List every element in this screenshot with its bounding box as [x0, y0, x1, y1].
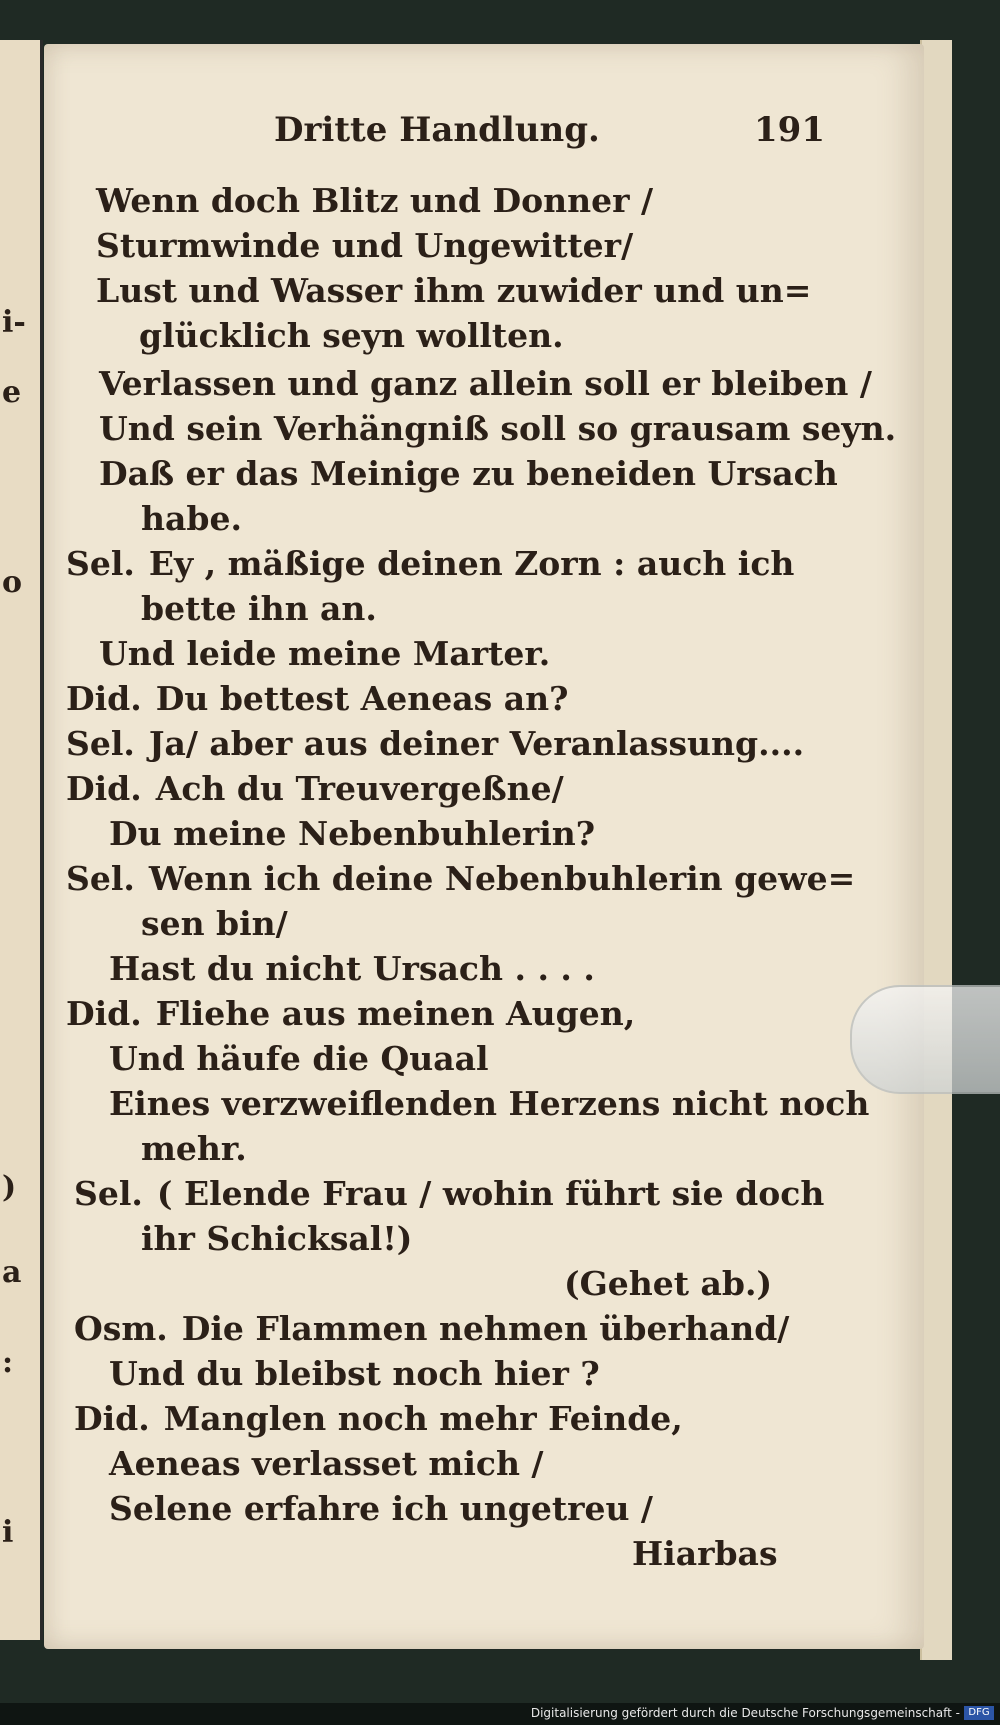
- page-clip: [850, 985, 1000, 1094]
- dialogue-line: [66, 859, 855, 899]
- line-text: Sturmwinde und Ungewitter/: [96, 226, 634, 265]
- line-text: Ey , mäßige deinen Zorn : auch ich: [148, 544, 795, 583]
- line-text: Wenn doch Blitz und Donner /: [96, 181, 654, 220]
- text-line: [141, 904, 288, 944]
- dialogue-line: [74, 1399, 683, 1439]
- dialogue-line: [66, 724, 804, 764]
- line-text: Eines verzweiflenden Herzens nicht noch: [109, 1084, 870, 1123]
- left-page-fragment: ): [2, 1170, 17, 1205]
- line-text: Und du bleibst noch hier ?: [109, 1354, 600, 1393]
- line-text: Fliehe aus meinen Augen,: [155, 994, 636, 1033]
- speaker-name: Did.: [66, 679, 142, 718]
- text-line: [99, 364, 872, 404]
- speaker-name: Sel.: [66, 859, 135, 898]
- speaker-name: Did.: [66, 994, 142, 1033]
- line-text: habe.: [141, 499, 242, 538]
- line-text: Und sein Verhängniß soll so grausam seyn.: [99, 409, 897, 448]
- speaker-name: Sel.: [74, 1174, 143, 1213]
- line-text: Lust und Wasser ihm zuwider und un=: [96, 271, 812, 310]
- text-line: [139, 316, 564, 356]
- line-text: Verlassen und ganz allein soll er bleiben /: [99, 364, 872, 403]
- line-text: Selene erfahre ich ungetreu /: [109, 1489, 653, 1528]
- line-text: glücklich seyn wollten.: [139, 316, 564, 355]
- line-text: ihr Schicksal!): [141, 1219, 413, 1258]
- line-text: Manglen noch mehr Feinde,: [163, 1399, 683, 1438]
- text-line: [96, 271, 811, 311]
- text-line: [632, 1534, 778, 1574]
- speaker-name: Sel.: [66, 544, 135, 583]
- left-page-fragment: i: [2, 1515, 14, 1550]
- line-text: (Gehet ab.): [564, 1264, 773, 1303]
- text-line: [96, 226, 633, 266]
- text-line: [99, 634, 550, 674]
- speaker-name: Osm.: [74, 1309, 168, 1348]
- line-text: Daß er das Meinige zu beneiden Ursach: [99, 454, 838, 493]
- left-page-fragment: :: [2, 1345, 14, 1380]
- dialogue-line: [66, 679, 568, 719]
- text-line: [99, 454, 838, 494]
- line-text: Wenn ich deine Nebenbuhlerin gewe=: [148, 859, 856, 898]
- text-line: [141, 499, 242, 539]
- left-page-fragment: a: [2, 1255, 22, 1290]
- text-line: [109, 1489, 653, 1529]
- text-line: [96, 181, 653, 221]
- running-head: Dritte Handlung.: [274, 110, 600, 150]
- line-text: bette ihn an.: [141, 589, 377, 628]
- line-text: mehr.: [141, 1129, 247, 1168]
- page-edge: [920, 40, 952, 1660]
- page-header: [44, 110, 924, 160]
- line-text: Ach du Treuvergeßne/: [155, 769, 564, 808]
- speaker-name: Sel.: [66, 724, 135, 763]
- text-line: [99, 409, 896, 449]
- line-text: Und häufe die Quaal: [109, 1039, 489, 1078]
- line-text: Hast du nicht Ursach . . . .: [109, 949, 595, 988]
- text-line: [564, 1264, 772, 1304]
- line-text: Hiarbas: [632, 1534, 778, 1573]
- speaker-name: Did.: [66, 769, 142, 808]
- text-line: [109, 814, 595, 854]
- left-page-edge: [0, 40, 43, 1640]
- left-page-fragment: o: [2, 565, 23, 600]
- dialogue-line: [66, 994, 635, 1034]
- text-line: [109, 1354, 600, 1394]
- speaker-name: Did.: [74, 1399, 150, 1438]
- dialogue-line: [74, 1174, 824, 1214]
- text-line: [109, 1084, 869, 1124]
- page-number: 191: [754, 110, 825, 150]
- dialogue-line: [74, 1309, 789, 1349]
- line-text: Und leide meine Marter.: [99, 634, 551, 673]
- book-page: [44, 44, 924, 1649]
- dialogue-line: [66, 769, 564, 809]
- left-page-fragment: e: [2, 375, 22, 410]
- line-text: Die Flammen nehmen überhand/: [181, 1309, 790, 1348]
- line-text: Du bettest Aeneas an?: [155, 679, 569, 718]
- text-line: [141, 589, 377, 629]
- text-line: [109, 949, 595, 989]
- text-line: [109, 1444, 543, 1484]
- line-text: Aeneas verlasset mich /: [109, 1444, 544, 1483]
- line-text: Du meine Nebenbuhlerin?: [109, 814, 596, 853]
- text-line: [109, 1039, 489, 1079]
- text-line: [141, 1129, 247, 1169]
- line-text: ( Elende Frau / wohin führt sie doch: [156, 1174, 825, 1213]
- dialogue-line: [66, 544, 794, 584]
- digitization-credit: Digitalisierung gefördert durch die Deutsche Forschungsgemeinschaft -: [530, 1706, 960, 1720]
- left-page-fragment: i-: [2, 305, 26, 340]
- line-text: sen bin/: [141, 904, 288, 943]
- dfg-logo: DFG: [964, 1706, 994, 1720]
- text-line: [141, 1219, 412, 1259]
- line-text: Ja/ aber aus deiner Veranlassung....: [148, 724, 805, 763]
